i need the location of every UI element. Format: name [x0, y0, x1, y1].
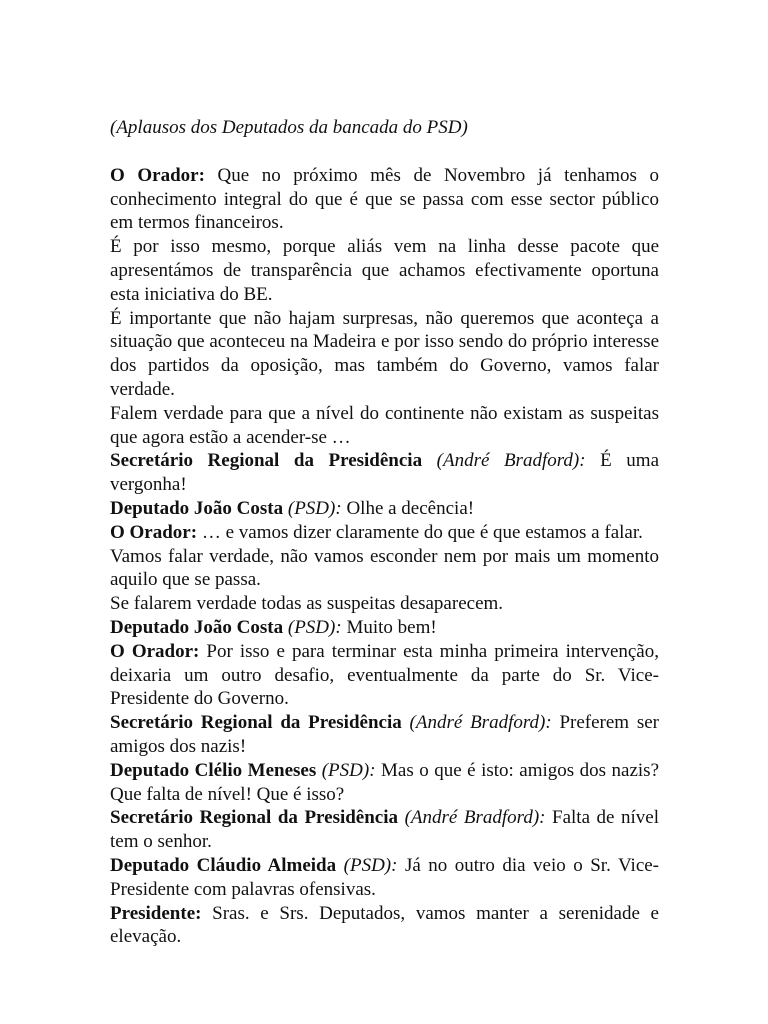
speech-text: Muito bem!: [341, 616, 437, 638]
transcript-paragraph: [110, 116, 659, 140]
speaker-affiliation: (André Bradford):: [436, 450, 586, 472]
speaker-name: Secretário Regional da Presidência: [110, 712, 402, 734]
speaker-affiliation: (PSD):: [287, 616, 342, 638]
speaker-affiliation: (André Bradford):: [409, 712, 552, 734]
speech-text: [402, 712, 410, 733]
speech-text: É por isso mesmo, porque aliás vem na linha desse pacote que apresentámos de transparência que achamos efectivamente oportuna esta iniciativa do BE.: [110, 236, 659, 305]
speaker-affiliation: (PSD):: [321, 759, 376, 781]
speech-text: Sras. e Srs. Deputados, vamos manter a serenidade e elevação.: [110, 902, 659, 948]
transcript-paragraph: [110, 449, 659, 497]
speaker-name: Secretário Regional da Presidência: [110, 807, 399, 829]
speaker-affiliation: (PSD):: [287, 497, 342, 519]
speech-text: Mas o que é isto: amigos dos nazis? Que falta de nível! Que é isso?: [110, 759, 660, 805]
speaker-name: Deputado João Costa: [110, 497, 284, 519]
speech-text: … e vamos dizer claramente do que é que estamos a falar.: [197, 521, 643, 543]
transcript-paragraph: [110, 545, 659, 593]
speaker-affiliation: (Aplausos dos Deputados da bancada do PSD): [110, 117, 468, 138]
speaker-name: Presidente:: [110, 902, 202, 924]
speaker-affiliation: (André Bradford):: [404, 807, 546, 829]
speech-text: Já no outro dia veio o Sr. Vice-Presidente com palavras ofensivas.: [110, 854, 660, 900]
transcript-paragraph: [110, 235, 659, 306]
transcript-paragraph: [110, 711, 659, 759]
speaker-name: Deputado Cláudio Almeida: [110, 854, 337, 876]
transcript-paragraph: [110, 402, 659, 450]
document-page: [110, 116, 659, 949]
transcript-paragraph: [110, 902, 659, 950]
transcript-paragraph: [110, 521, 659, 545]
transcript-paragraph: [110, 592, 659, 616]
transcript-paragraph: [110, 640, 659, 711]
speech-text: Preferem ser amigos dos nazis!: [110, 712, 660, 757]
speech-text: Vamos falar verdade, não vamos esconder nem por mais um momento aquilo que se passa.: [110, 545, 659, 591]
speaker-name: O Orador:: [110, 640, 200, 662]
speaker-name: Deputado Clélio Meneses: [110, 759, 317, 781]
transcript-paragraph: [110, 164, 659, 235]
transcript-paragraph: [110, 616, 659, 640]
transcript-paragraph: [110, 307, 659, 402]
speech-text: Olhe a decência!: [341, 497, 475, 519]
paragraph-spacer: [110, 140, 659, 164]
speech-text: Falta de nível tem o senhor.: [110, 807, 660, 853]
transcript-body: [110, 116, 659, 949]
speech-text: Que no próximo mês de Novembro já tenhamos o conhecimento integral do que é que se passa com esse sector público em termos financeiros.: [110, 164, 659, 234]
speech-text: Se falarem verdade todas as suspeitas desaparecem.: [110, 593, 504, 615]
transcript-paragraph: [110, 759, 659, 807]
speech-text: Falem verdade para que a nível do continente não existam as suspeitas que agora estão a acender-se …: [110, 402, 659, 448]
speaker-affiliation: (PSD):: [343, 854, 398, 876]
transcript-paragraph: [110, 854, 659, 902]
speaker-name: O Orador:: [110, 164, 205, 186]
speaker-name: Deputado João Costa: [110, 616, 284, 638]
speech-text: [422, 450, 437, 471]
speaker-name: Secretário Regional da Presidência: [110, 450, 423, 472]
speaker-name: O Orador:: [110, 521, 198, 543]
speech-text: É importante que não hajam surpresas, não queremos que aconteça a situação que aconteceu na Madeira e por isso sendo do próprio interesse dos partidos da oposição, mas também do Governo, vamos falar verdade.: [110, 307, 659, 400]
speech-text: É uma vergonha!: [110, 450, 659, 496]
transcript-paragraph: [110, 497, 659, 521]
transcript-paragraph: [110, 806, 659, 854]
speech-text: Por isso e para terminar esta minha primeira intervenção, deixaria um outro desafio, eventualmente da parte do Sr. Vice-Presidente do Governo.: [110, 640, 659, 710]
speech-text: [336, 855, 344, 876]
